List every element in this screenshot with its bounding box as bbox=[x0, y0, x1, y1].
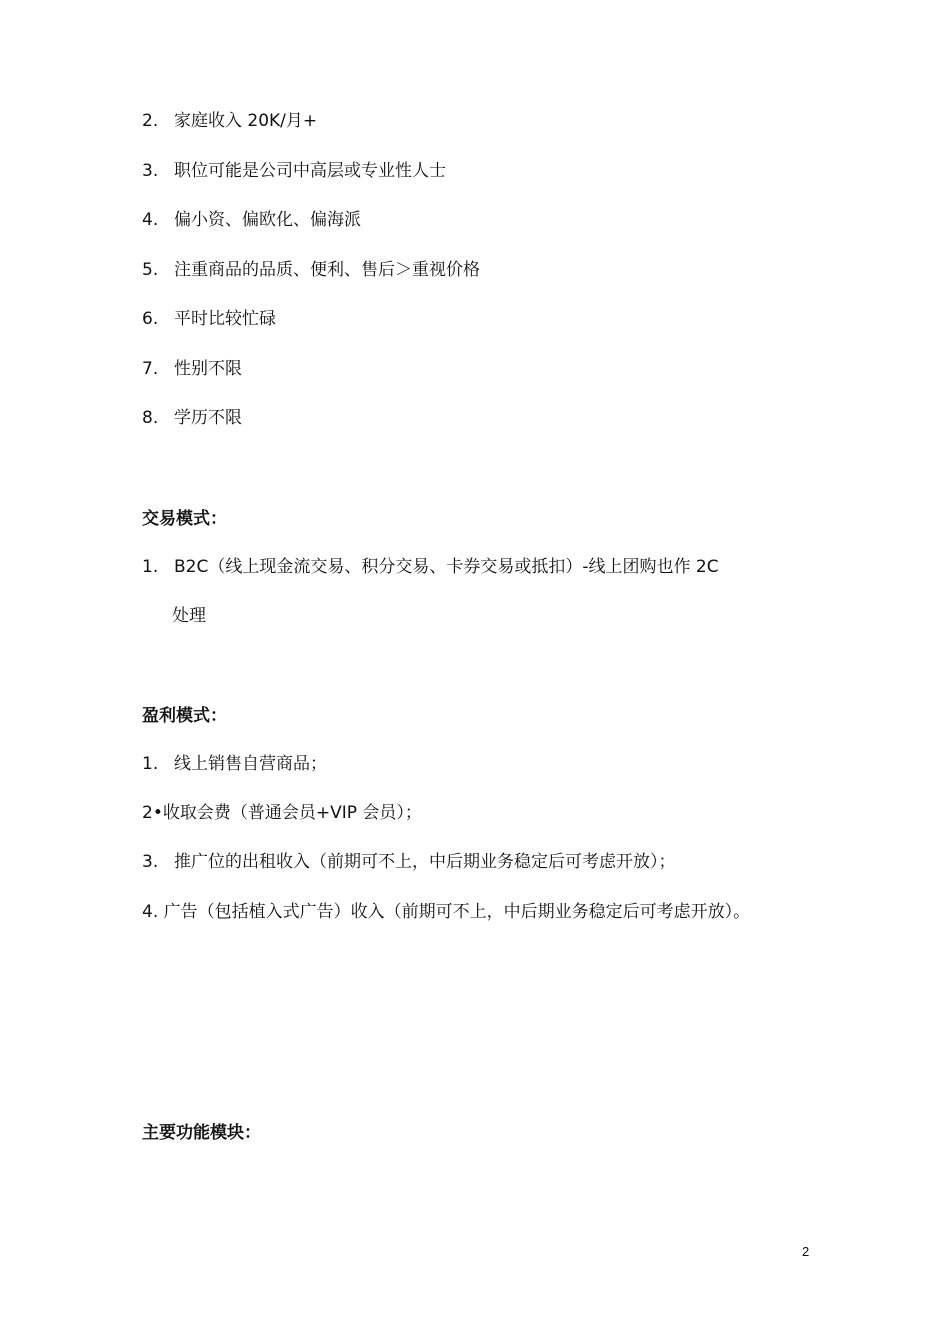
list-text: 线上销售自营商品； bbox=[174, 754, 327, 774]
list-number: 1. bbox=[142, 557, 159, 577]
list-text: 推广位的出租收入（前期可不上，中后期业务稳定后可考虑开放）； bbox=[174, 852, 676, 872]
section-heading-profit: 盈利模式： bbox=[142, 706, 227, 726]
list-text: 性别不限 bbox=[174, 359, 242, 379]
list-item bbox=[142, 209, 361, 231]
list-text: 职位可能是公司中高层或专业性人士 bbox=[174, 161, 446, 181]
list-number: 4. bbox=[142, 210, 159, 230]
list-number: 5. bbox=[142, 260, 159, 280]
list-text: 家庭收入 20K/月+ bbox=[174, 111, 318, 131]
list-item bbox=[142, 110, 317, 132]
list-number: 1. bbox=[142, 754, 159, 774]
list-text: B2C（线上现金流交易、积分交易、卡券交易或抵扣）-线上团购也作 2C bbox=[174, 557, 719, 577]
list-number: 3. bbox=[142, 852, 159, 872]
section-heading-modules: 主要功能模块： bbox=[142, 1123, 261, 1143]
list-number: 2. bbox=[142, 111, 159, 131]
list-item bbox=[142, 407, 242, 429]
list-item: 4. 广告（包括植入式广告）收入（前期可不上，中后期业务稳定后可考虑开放）。 bbox=[142, 902, 751, 922]
page-number: 2 bbox=[802, 1244, 810, 1259]
list-item bbox=[142, 753, 327, 775]
list-text: 偏小资、偏欧化、偏海派 bbox=[174, 210, 361, 230]
list-text: 平时比较忙碌 bbox=[174, 309, 276, 329]
list-item bbox=[142, 851, 676, 873]
list-item bbox=[142, 259, 480, 281]
list-text: 注重商品的品质、便利、售后＞重视价格 bbox=[174, 260, 480, 280]
section-heading-trade: 交易模式： bbox=[142, 509, 227, 529]
list-number: 8. bbox=[142, 408, 159, 428]
list-item: 2•收取会费（普通会员+VIP 会员）； bbox=[142, 803, 422, 823]
list-text-continuation: 处理 bbox=[172, 606, 206, 626]
list-number: 6. bbox=[142, 309, 159, 329]
list-text: 学历不限 bbox=[174, 408, 242, 428]
list-item bbox=[142, 556, 719, 578]
list-item bbox=[142, 160, 446, 182]
list-item bbox=[142, 308, 276, 330]
list-item bbox=[142, 358, 242, 380]
list-number: 7. bbox=[142, 359, 159, 379]
list-number: 3. bbox=[142, 161, 159, 181]
